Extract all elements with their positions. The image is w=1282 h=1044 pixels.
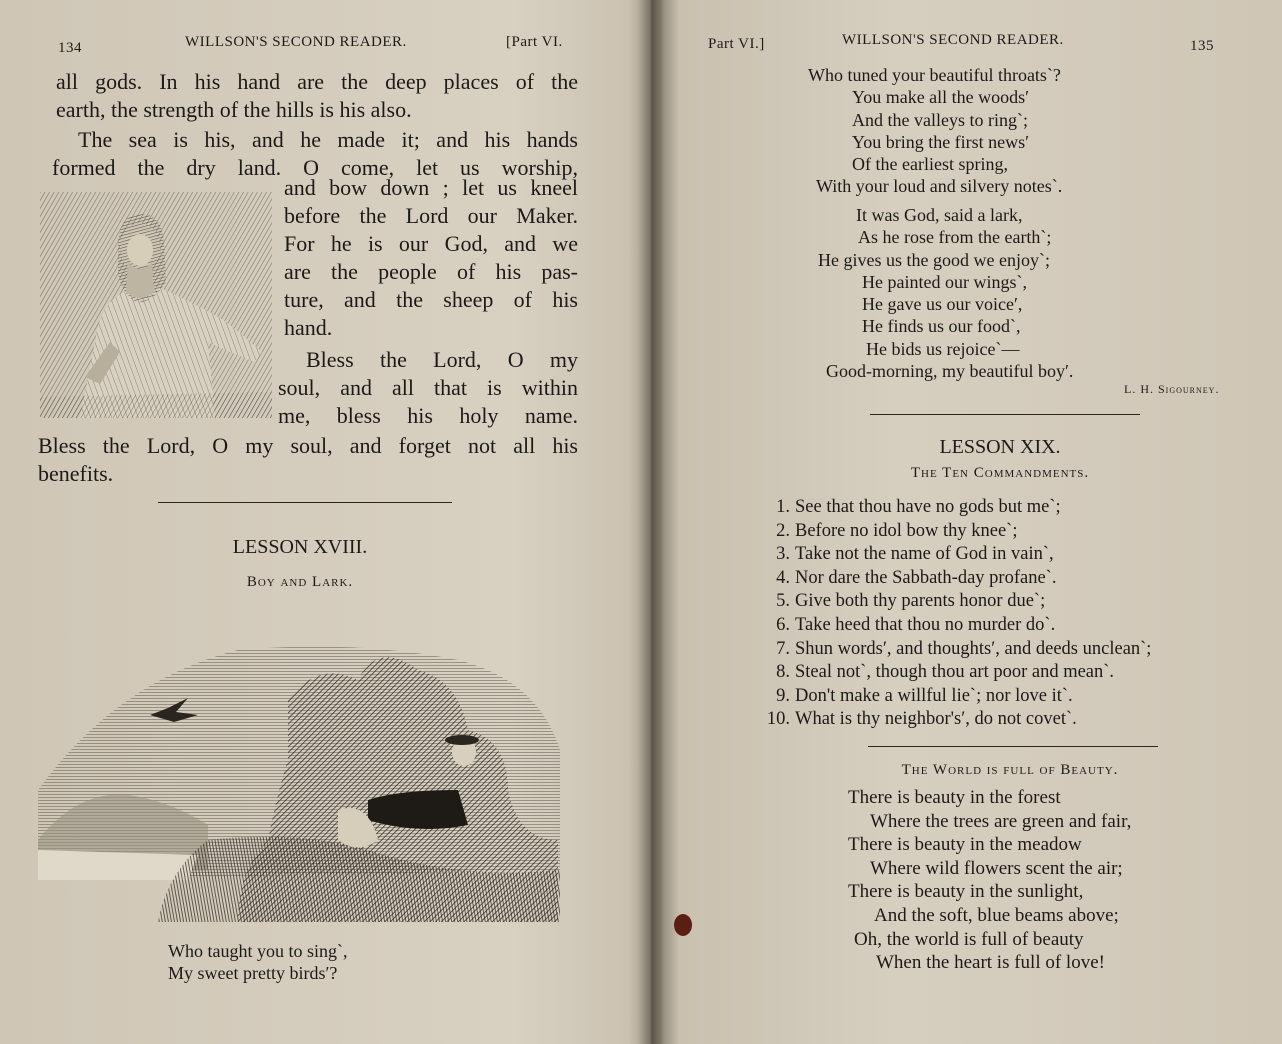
item-text: Don't make a willful lie`; nor love it`. (795, 685, 1073, 706)
poem-lines (168, 940, 508, 985)
paragraph-bless (278, 346, 578, 430)
list-item (760, 543, 1260, 567)
poem-stanza-1 (808, 64, 1188, 198)
lesson-title: LESSON XIX. (939, 436, 1061, 458)
poem-line: He painted our wings`, (862, 271, 1027, 292)
item-number: 8. (776, 662, 790, 683)
running-head: WILLSON'S SECOND READER. (842, 32, 1064, 48)
commandments-list (760, 496, 1260, 732)
lesson-title: LESSON XVIII. (232, 536, 368, 558)
item-text: Nor dare the Sabbath-day profane`. (795, 567, 1057, 588)
left-page (0, 0, 640, 1044)
page-number: 134 (58, 40, 82, 56)
part-label: Part VI.] (708, 36, 765, 52)
poem-line: He gave us our voice′, (862, 294, 1023, 315)
item-number: 9. (776, 685, 790, 706)
item-text: Give both thy parents honor due`; (795, 591, 1046, 612)
text-line: For he is our God, and we (284, 231, 578, 256)
poem-line: He bids us rejoice`— (866, 338, 1020, 359)
item-number: 1. (776, 497, 790, 517)
poem-line: Of the earliest spring, (852, 154, 1008, 175)
text-line: all gods. In his hand are the deep places of the (56, 69, 578, 94)
poem-title: The World is full of Beauty. (901, 762, 1119, 778)
beauty-poem (848, 786, 1248, 975)
running-head: WILLSON'S SECOND READER. (185, 34, 407, 50)
author-credit: L. H. Sigourney. (1124, 382, 1220, 396)
lesson-subtitle: The Ten Commandments. (910, 465, 1090, 481)
list-item (760, 614, 1260, 638)
item-text: Take not the name of God in vain`, (795, 544, 1054, 565)
item-text: Steal not`, though thou art poor and mean`. (795, 662, 1115, 683)
poem-line: There is beauty in the sunlight, (848, 881, 1084, 903)
poem-line: He finds us our food`, (862, 316, 1021, 337)
poem-line: Who taught you to sing`, (168, 941, 348, 961)
list-item (760, 708, 1260, 732)
list-item (760, 661, 1260, 685)
list-item (760, 685, 1260, 709)
item-number: 4. (776, 567, 790, 588)
text-line: Bless the Lord, O my (306, 347, 578, 372)
paragraph-wrap (284, 174, 578, 342)
poem-line: Who tuned your beautiful throats`? (808, 65, 1061, 85)
list-item (760, 638, 1260, 662)
list-item (760, 567, 1260, 591)
item-text: What is thy neighbor's′, do not covet`. (795, 709, 1077, 730)
item-number: 3. (776, 544, 790, 565)
poem-line: Good-morning, my beautiful boy′. (826, 361, 1074, 382)
list-item (760, 520, 1260, 544)
paragraph-top (56, 68, 578, 124)
boy-and-lark-engraving (38, 640, 560, 922)
poem-line: You make all the woods′ (852, 87, 1030, 108)
poem-line: There is beauty in the meadow (848, 834, 1082, 856)
text-line: and bow down ; let us kneel (284, 175, 578, 200)
divider (158, 502, 452, 503)
poem-line: And the soft, blue beams above; (874, 904, 1119, 926)
text-line: Bless the Lord, O my soul, and forget not all his (38, 433, 578, 458)
divider (870, 414, 1140, 415)
item-text: Shun words′, and thoughts′, and deeds unclean`; (795, 638, 1152, 659)
text-line: earth, the strength of the hills is his also. (56, 97, 412, 122)
right-page (650, 0, 1282, 1044)
poem-line: With your loud and silvery notes`. (816, 176, 1063, 197)
poem-line: And the valleys to ring`; (852, 109, 1028, 130)
item-number: 5. (776, 591, 790, 612)
part-label: [Part VI. (506, 34, 563, 50)
page-number: 135 (1190, 38, 1214, 54)
poem-line: It was God, said a lark, (856, 205, 1023, 225)
poem-line: You bring the first news′ (852, 131, 1030, 152)
poem-line: When the heart is full of love! (876, 952, 1105, 974)
lesson-subtitle: Boy and Lark. (246, 574, 354, 590)
text-line: ture, and the sheep of his (284, 287, 578, 312)
poem-line: There is beauty in the forest (848, 787, 1061, 808)
poem-line: Where wild flowers scent the air; (870, 857, 1123, 879)
text-line: me, bless his holy name. (278, 403, 578, 428)
poem-line: Where the trees are green and fair, (870, 810, 1132, 832)
poem-stanza-2 (818, 204, 1198, 382)
item-number: 2. (776, 520, 790, 541)
text-line: are the people of his pas- (284, 259, 578, 284)
text-line: The sea is his, and he made it; and his hands (78, 127, 578, 152)
item-text: Take heed that thou no murder do`. (795, 614, 1056, 635)
item-number: 10. (766, 709, 790, 730)
list-item (760, 590, 1260, 614)
text-line: benefits. (38, 461, 114, 486)
text-line: formed the dry land. O come, let us worship, (52, 155, 578, 180)
item-number: 6. (776, 614, 790, 635)
list-item (760, 496, 1260, 520)
item-number: 7. (776, 638, 790, 659)
paragraph-bottom (38, 432, 578, 488)
text-line: soul, and all that is within (278, 375, 578, 400)
divider (868, 746, 1158, 747)
poem-line: My sweet pretty birds′? (168, 963, 338, 984)
item-text: Before no idol bow thy knee`; (795, 520, 1018, 541)
poem-line: Oh, the world is full of beauty (854, 928, 1084, 950)
poem-line: As he rose from the earth`; (858, 227, 1052, 248)
text-line: hand. (284, 315, 333, 340)
poem-line: He gives us the good we enjoy`; (818, 249, 1050, 270)
old-man-engraving (40, 192, 272, 418)
item-text: See that thou have no gods but me`; (795, 497, 1061, 517)
text-line: before the Lord our Maker. (284, 203, 578, 228)
